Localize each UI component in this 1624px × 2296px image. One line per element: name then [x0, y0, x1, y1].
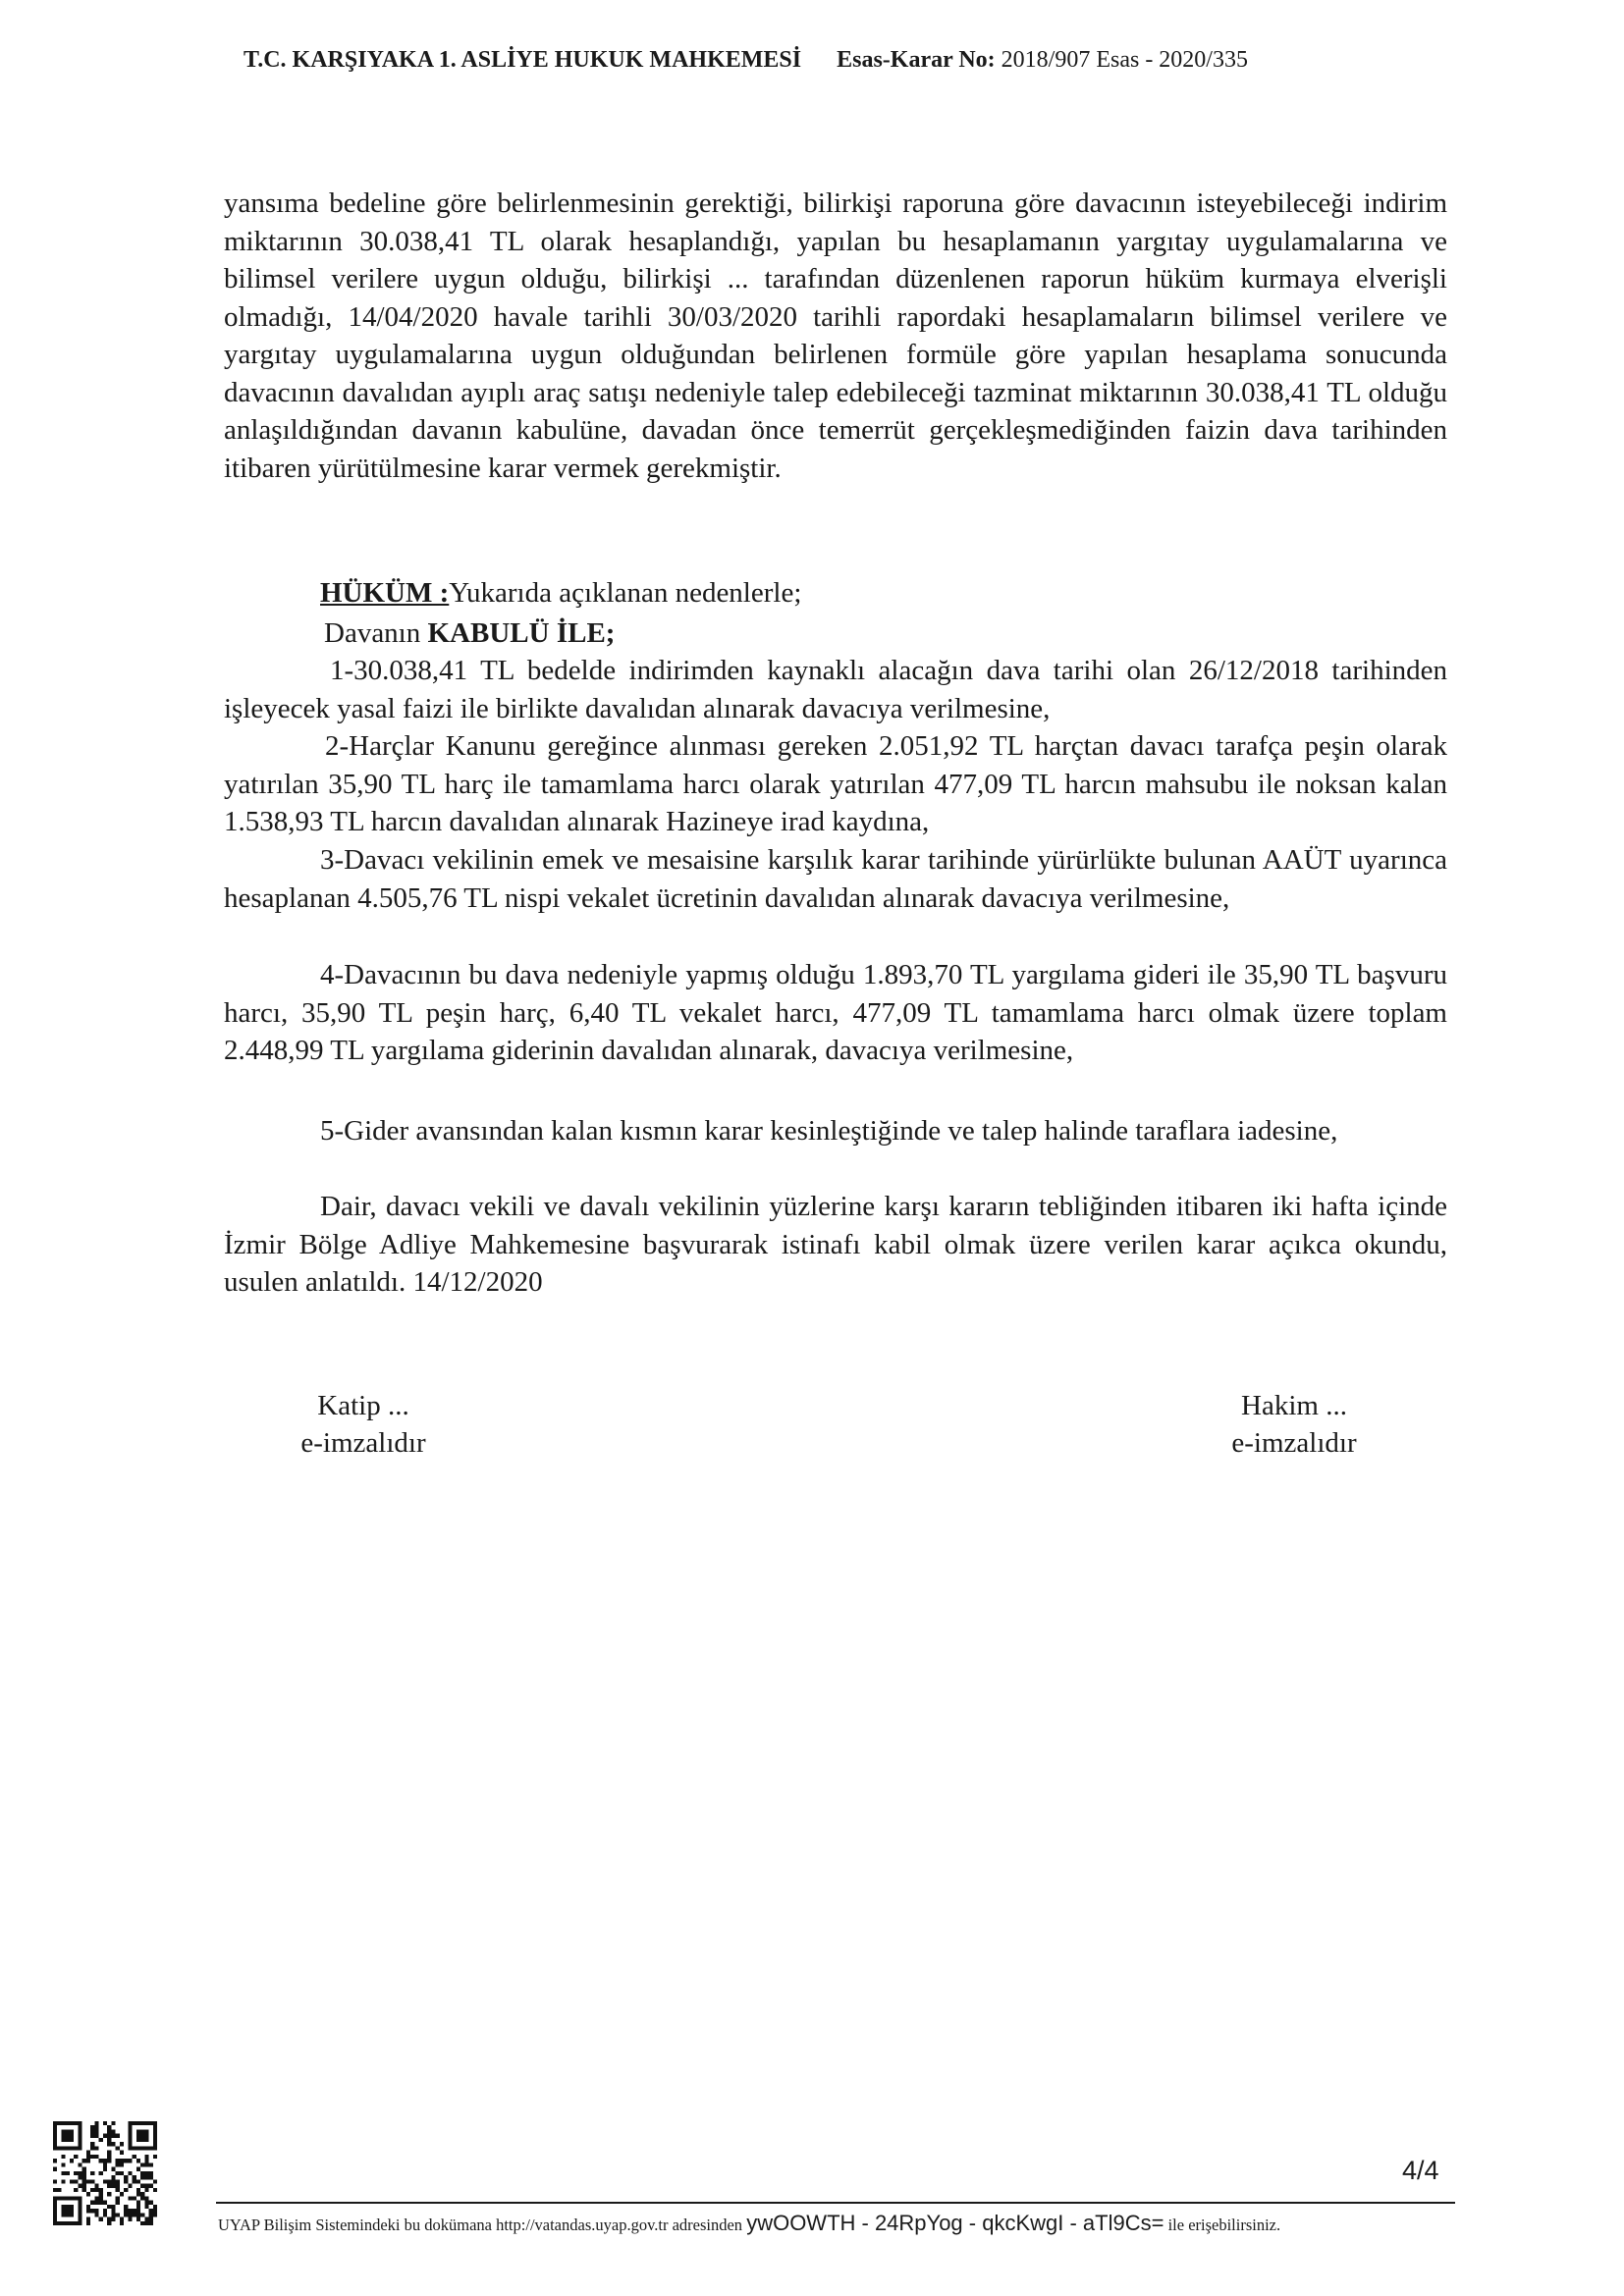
reasoning-text: yansıma bedeline göre belirlenmesinin gerektiği, bilirkişi raporuna göre davacının isteyebileceği indirim miktarının 30.038,41 TL olarak hesaplandığı, yapılan bu hesaplamanın yargıtay uygulamalarına ve bilimsel verilere uygun olduğu, bilirkişi ... tarafından düzenlenen raporun hüküm kurmaya elverişli olmadığı, 14/04/2020 havale tarihli 30/03/2020 tarihli rapordaki hesaplamaların bilimsel verilere ve yargıtay uygulamalarına uygun olduğundan belirlenen formüle göre yapılan hesaplama sonucunda davacının davalıdan ayıplı araç satışı nedeniyle talep edebileceği tazminat miktarının 30.038,41 TL olduğu anlaşıldığından davanın kabulüne, davadan önce temerrüt gerçekleşmediğinden faizin dava tarihinden itibaren yürütülmesine karar vermek gerekmiştir. — [224, 187, 1447, 484]
court-name: T.C. KARŞIYAKA 1. ASLİYE HUKUK MAHKEMESİ — [244, 47, 802, 73]
case-number-label: Esas-Karar No: — [837, 47, 996, 73]
clerk-title: Katip ... — [317, 1390, 409, 1421]
document-access-code: ywOOWTH - 24RpYog - qkcKwgI - aTl9Cs= — [746, 2211, 1164, 2235]
judge-esign-status: e-imzalıdır — [1231, 1427, 1357, 1459]
clerk-signature — [275, 1387, 452, 1462]
judge-signature — [1196, 1387, 1392, 1462]
verdict-title: HÜKÜM : — [320, 577, 450, 609]
verdict-item-3: 3-Davacı vekilinin emek ve mesaisine karşılık karar tarihinde yürürlükte bulunan AAÜT uyarınca hesaplanan 4.505,76 TL nispi vekalet ücretinin davalıdan alınarak davacıya verilmesine, — [224, 844, 1447, 914]
case-number-value: 2018/907 Esas - 2020/335 — [1001, 47, 1248, 73]
footer-note — [218, 2211, 1280, 2236]
footer-divider — [216, 2202, 1455, 2204]
verdict-closing: Dair, davacı vekili ve davalı vekilinin yüzlerine karşı kararın tebliğinden itibaren iki hafta içinde İzmir Bölge Adliye Mahkemesine başvurarak istinafı kabil olmak üzere verilen karar açıkca okundu, usulen anlatıldı. 14/12/2020 — [224, 1191, 1447, 1298]
clerk-esign-status: e-imzalıdır — [300, 1427, 426, 1459]
page-header — [244, 47, 1248, 74]
verdict-heading — [320, 574, 801, 612]
verdict-item-5: 5-Gider avansından kalan kısmın karar kesinleştiğinde ve talep halinde taraflara iadesine, — [320, 1115, 1338, 1147]
footer-suffix: ile erişebilirsiniz. — [1164, 2216, 1281, 2234]
verdict-item-4: 4-Davacının bu dava nedeniyle yapmış olduğu 1.893,70 TL yargılama gideri ile 35,90 TL başvuru harcı, 35,90 TL peşin harç, 6,40 TL vekalet harcı, 477,09 TL tamamlama harcı olmak üzere toplam 2.448,99 TL yargılama giderinin davalıdan alınarak, davacıya verilmesine, — [224, 959, 1447, 1066]
footer-prefix: UYAP Bilişim Sistemindeki bu dokümana http://vatandas.uyap.gov.tr adresinden — [218, 2216, 747, 2234]
judge-title: Hakim ... — [1241, 1390, 1347, 1421]
acceptance-bold: KABULÜ İLE; — [427, 617, 616, 649]
reasoning-paragraph — [224, 185, 1447, 487]
verdict-item-1: 1-30.038,41 TL bedelde indirimden kaynaklı alacağın dava tarihi olan 26/12/2018 tarihinden işleyecek yasal faizi ile birlikte davalıdan alınarak davacıya verilmesine, — [224, 655, 1447, 724]
page-number: 4/4 — [1402, 2156, 1439, 2185]
verdict-item-2: 2-Harçlar Kanunu gereğince alınması gereken 2.051,92 TL harçtan davacı tarafça peşin olarak yatırılan 35,90 TL harç ile tamamlama harcı olarak yatırılan 477,09 TL harcın mahsubu ile noksan kalan 1.538,93 TL harcın davalıdan alınarak Hazineye irad kaydına, — [224, 730, 1447, 837]
verdict-title-rest: Yukarıda açıklanan nedenlerle; — [449, 577, 802, 609]
qr-code-icon — [53, 2121, 157, 2225]
acceptance-line — [324, 614, 615, 652]
acceptance-prefix: Davanın — [324, 617, 428, 649]
